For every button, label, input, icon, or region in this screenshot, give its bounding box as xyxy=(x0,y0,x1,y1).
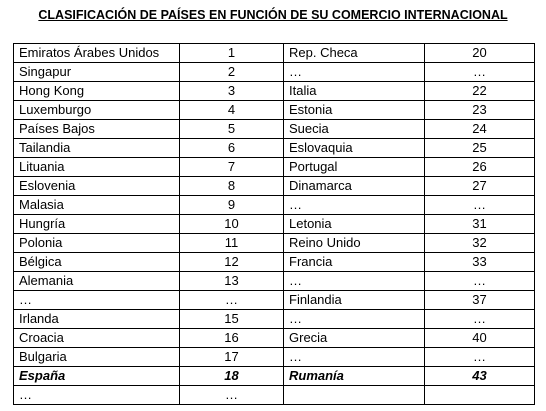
right-rank-cell: 37 xyxy=(425,291,535,310)
right-country-cell: Suecia xyxy=(284,120,425,139)
left-rank-cell: 6 xyxy=(180,139,284,158)
right-rank-cell: 33 xyxy=(425,253,535,272)
table-row xyxy=(14,101,535,120)
table-row xyxy=(14,139,535,158)
table-row xyxy=(14,386,535,405)
table-row xyxy=(14,329,535,348)
right-country-cell xyxy=(284,386,425,405)
right-rank-cell: … xyxy=(425,272,535,291)
left-rank-cell: 15 xyxy=(180,310,284,329)
table-row xyxy=(14,310,535,329)
right-rank-cell: … xyxy=(425,63,535,82)
right-rank-cell: 27 xyxy=(425,177,535,196)
left-rank-cell: 12 xyxy=(180,253,284,272)
left-rank-cell: 1 xyxy=(180,44,284,63)
table-row xyxy=(14,272,535,291)
left-country-cell: Hong Kong xyxy=(14,82,180,101)
right-country-cell: Rumanía xyxy=(284,367,425,386)
left-rank-cell: 9 xyxy=(180,196,284,215)
left-rank-cell: 11 xyxy=(180,234,284,253)
table-row xyxy=(14,215,535,234)
left-country-cell: Bulgaria xyxy=(14,348,180,367)
left-country-cell: Malasia xyxy=(14,196,180,215)
right-country-cell: Reino Unido xyxy=(284,234,425,253)
left-country-cell: Bélgica xyxy=(14,253,180,272)
table-row xyxy=(14,120,535,139)
left-country-cell: Hungría xyxy=(14,215,180,234)
left-rank-cell: 4 xyxy=(180,101,284,120)
right-rank-cell: 43 xyxy=(425,367,535,386)
right-country-cell: Italia xyxy=(284,82,425,101)
table-row xyxy=(14,291,535,310)
right-rank-cell: … xyxy=(425,348,535,367)
right-rank-cell: 31 xyxy=(425,215,535,234)
table-row xyxy=(14,177,535,196)
right-country-cell: Letonia xyxy=(284,215,425,234)
left-country-cell: … xyxy=(14,386,180,405)
right-rank-cell: 22 xyxy=(425,82,535,101)
left-country-cell: Luxemburgo xyxy=(14,101,180,120)
left-country-cell: Lituania xyxy=(14,158,180,177)
right-country-cell: … xyxy=(284,272,425,291)
left-rank-cell: 18 xyxy=(180,367,284,386)
right-rank-cell: 40 xyxy=(425,329,535,348)
left-country-cell: Alemania xyxy=(14,272,180,291)
left-country-cell: España xyxy=(14,367,180,386)
right-country-cell: Dinamarca xyxy=(284,177,425,196)
table-row xyxy=(14,158,535,177)
right-country-cell: Grecia xyxy=(284,329,425,348)
table-row xyxy=(14,253,535,272)
right-rank-cell: … xyxy=(425,196,535,215)
left-country-cell: Tailandia xyxy=(14,139,180,158)
left-country-cell: Singapur xyxy=(14,63,180,82)
left-rank-cell: … xyxy=(180,386,284,405)
table-row xyxy=(14,44,535,63)
left-country-cell: … xyxy=(14,291,180,310)
right-country-cell: … xyxy=(284,63,425,82)
left-rank-cell: 13 xyxy=(180,272,284,291)
right-country-cell: Rep. Checa xyxy=(284,44,425,63)
left-rank-cell: 8 xyxy=(180,177,284,196)
right-rank-cell: 23 xyxy=(425,101,535,120)
left-rank-cell: 10 xyxy=(180,215,284,234)
left-rank-cell: 3 xyxy=(180,82,284,101)
ranking-table-body xyxy=(14,44,535,405)
table-row xyxy=(14,367,535,386)
right-rank-cell: 24 xyxy=(425,120,535,139)
right-rank-cell: 26 xyxy=(425,158,535,177)
country-ranking-table xyxy=(13,43,535,405)
left-rank-cell: 2 xyxy=(180,63,284,82)
left-rank-cell: … xyxy=(180,291,284,310)
right-rank-cell: … xyxy=(425,310,535,329)
left-rank-cell: 17 xyxy=(180,348,284,367)
table-row xyxy=(14,348,535,367)
left-country-cell: Eslovenia xyxy=(14,177,180,196)
right-rank-cell: 32 xyxy=(425,234,535,253)
left-rank-cell: 5 xyxy=(180,120,284,139)
right-rank-cell xyxy=(425,386,535,405)
right-country-cell: Estonia xyxy=(284,101,425,120)
right-country-cell: … xyxy=(284,348,425,367)
right-country-cell: … xyxy=(284,310,425,329)
table-row xyxy=(14,196,535,215)
left-country-cell: Polonia xyxy=(14,234,180,253)
document-title: CLASIFICACIÓN DE PAÍSES EN FUNCIÓN DE SU COMERCIO INTERNACIONAL xyxy=(38,8,508,22)
right-country-cell: Eslovaquia xyxy=(284,139,425,158)
table-row xyxy=(14,63,535,82)
left-country-cell: Irlanda xyxy=(14,310,180,329)
right-country-cell: Francia xyxy=(284,253,425,272)
left-country-cell: Croacia xyxy=(14,329,180,348)
right-country-cell: … xyxy=(284,196,425,215)
left-country-cell: Países Bajos xyxy=(14,120,180,139)
right-country-cell: Finlandia xyxy=(284,291,425,310)
table-row xyxy=(14,82,535,101)
left-rank-cell: 16 xyxy=(180,329,284,348)
left-country-cell: Emiratos Árabes Unidos xyxy=(14,44,180,63)
right-rank-cell: 20 xyxy=(425,44,535,63)
left-rank-cell: 7 xyxy=(180,158,284,177)
right-rank-cell: 25 xyxy=(425,139,535,158)
table-row xyxy=(14,234,535,253)
right-country-cell: Portugal xyxy=(284,158,425,177)
